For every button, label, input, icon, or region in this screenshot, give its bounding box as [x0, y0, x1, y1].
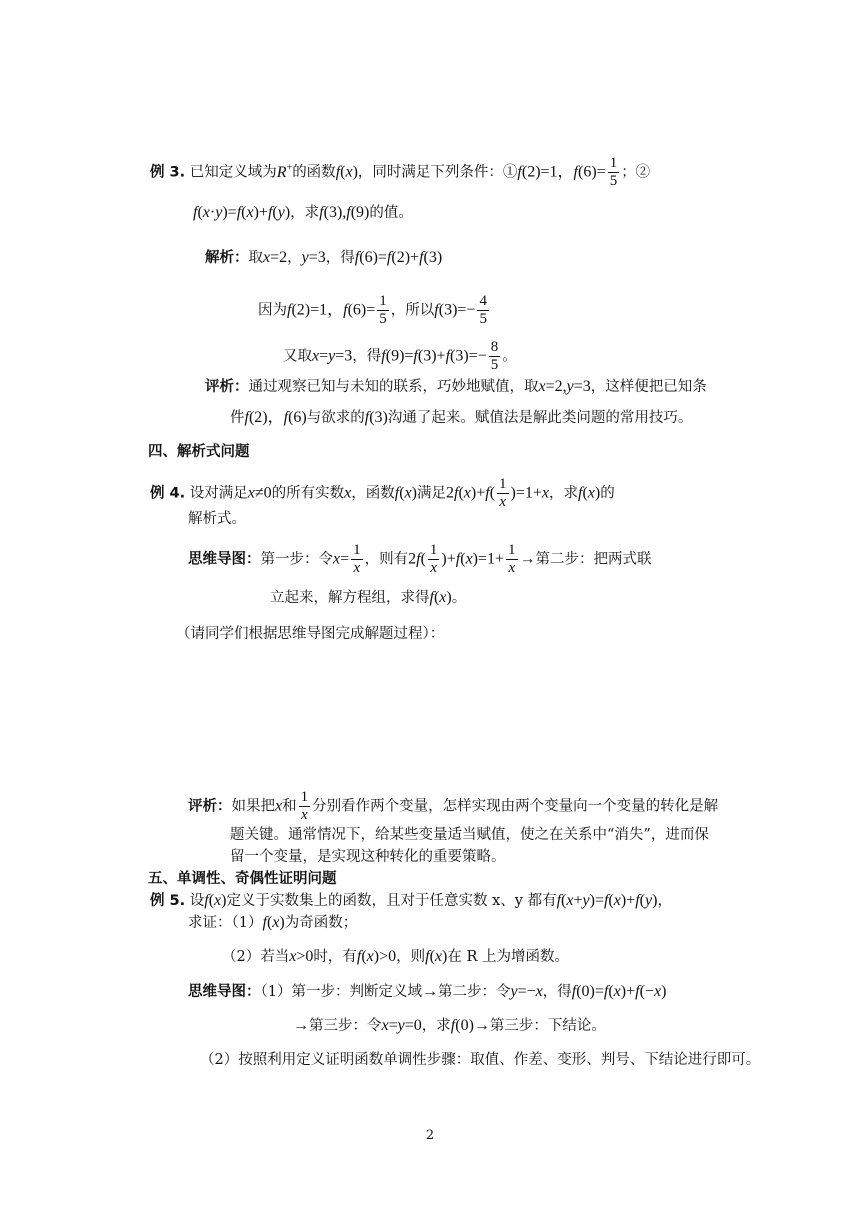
ex4-comment-line1: 评析：如果把x和 $\frac{1}{x}$ 分别看作两个变量，怎样实现由两个变量向一个变量的转化是解 — [188, 789, 719, 823]
ex3-comment-line1: 评析：通过观察已知与未知的联系，巧妙地赋值，取x=2,y=3，这样便把已知条 — [205, 378, 707, 395]
ex3-text: 已知定义域为 — [189, 164, 277, 181]
ex3-text: ，这样便把已知条 — [590, 379, 707, 395]
ex4-text: 如果把 — [231, 798, 275, 815]
ex5-text: 第二步：令 — [437, 984, 511, 1000]
ex3-text: ， — [287, 250, 302, 266]
ex4-map-line1: 思维导图：第一步：令x= $\frac{1}{x}$ ，则有2f( $\frac{1}{x}$ )+f(x)=1+ $\frac{1}{x}$ →第二步：把两式联 — [188, 542, 652, 576]
ex4-text: 和 — [282, 798, 297, 815]
ex4-text: 立起来，解方程组，求得 — [270, 590, 430, 606]
ex4-text: 。 — [451, 590, 467, 606]
ex4-label: 例 4. — [150, 485, 186, 502]
ex5-map-label: 思维导图： — [188, 984, 261, 1000]
ex3-text: 件 — [230, 410, 245, 426]
ex3-text: 的值。 — [369, 205, 413, 221]
ex3-label: 例 3. — [150, 164, 186, 181]
ex3-text: 与欲求的 — [306, 410, 365, 426]
ex4-comment-label: 评析： — [188, 798, 232, 815]
ex5-text: ，则 — [396, 949, 426, 965]
section-heading-5: 五、单调性、奇偶性证明问题 — [148, 871, 337, 887]
ex5-text: 第三步：下结论。 — [489, 1018, 606, 1034]
section-heading-4: 四、解析式问题 — [148, 444, 250, 460]
ex4-text: 的 — [600, 485, 615, 502]
ex5-text: 在 R 上为增函数。 — [447, 949, 569, 965]
ex5-text: （2）若当 — [222, 949, 290, 965]
ex5-line2: 求证：（1）f(x)为奇函数； — [188, 914, 358, 931]
ex4-text: 第二步：把两式联 — [535, 551, 652, 568]
ex4-text: ，求 — [549, 485, 578, 502]
ex3-solution-line2: 因为f(2)=1，f(6)= $\frac{1}{5}$ ，所以f(3)=− $\frac{4}{5}$ — [258, 293, 487, 327]
ex3-text: ，得 — [325, 250, 355, 266]
ex3-text: 取 — [248, 250, 263, 266]
ex5-map-line3: （2）按照利用定义证明函数单调性步骤：取值、作差、变形、判号、下结论进行即可。 — [200, 1052, 761, 1068]
ex3-solution-line1: 解析：取x=2，y=3，得f(6)=f(2)+f(3) — [205, 249, 443, 266]
ex4-text: ，则有 — [364, 551, 409, 568]
ex3-text: 通过观察已知与未知的联系，巧妙地赋值，取 — [248, 379, 539, 395]
ex5-text: 第三步：令 — [309, 1018, 382, 1034]
ex4-text: 分别看作两个变量，怎样实现由两个变量向一个变量的转化是解 — [312, 798, 719, 815]
ex3-text: ，得 — [352, 348, 382, 365]
ex3-text: 。 — [502, 348, 517, 365]
ex5-text: 定义于实数集上的函数，且对于任意实数 x、y 都有 — [226, 893, 557, 909]
ex4-map-line2: 立起来，解方程组，求得f(x)。 — [270, 589, 467, 606]
ex5-text: 求证：（1） — [188, 915, 263, 931]
ex3-comment-line2: 件f(2)，f(6)与欲求的f(3)沟通了起来。赋值法是解此类问题的常用技巧。 — [230, 409, 693, 426]
ex5-map-line2: →第三步：令x=y=0，求f(0)→第三步：下结论。 — [293, 1017, 606, 1034]
page-number: 2 — [425, 1128, 435, 1143]
ex3-text: 的函数 — [292, 164, 336, 181]
ex5-map-line1: 思维导图：（1）第一步：判断定义域→第二步：令y=−x，得f(0)=f(x)+f(−x) — [188, 983, 667, 1000]
ex5-text: （1）第一步：判断定义域 — [260, 984, 422, 1000]
ex5-label: 例 5. — [150, 893, 186, 909]
ex3-solution-line3: 又取x=y=3，得f(9)=f(3)+f(3)=− $\frac{8}{5}$ 。 — [283, 339, 517, 373]
ex3-line2: f(x·y)=f(x)+f(y)，求f(3),f(9)的值。 — [193, 204, 413, 221]
ex5-text: ， — [657, 893, 672, 909]
ex4-note: （请同学们根据思维导图完成解题过程）： — [176, 626, 445, 642]
ex3-text: ；② — [621, 164, 651, 181]
ex4-comment-line3: 留一个变量，是实现这种转化的重要策略。 — [230, 849, 506, 865]
ex3-text: ，同时满足下列条件：① — [357, 164, 518, 181]
ex5-text: ，求 — [421, 1018, 451, 1034]
ex3-line1: 例 3. 已知定义域为R+的函数f(x)，同时满足下列条件：①f(2)=1，f(6)= $\frac{1}{5}$ ；② — [150, 155, 651, 189]
ex4-text: 的所有实数 — [271, 485, 345, 502]
ex5-text: 为奇函数； — [284, 915, 358, 931]
ex4-line2: 解析式。 — [188, 511, 246, 527]
ex4-map-label: 思维导图： — [188, 551, 261, 568]
ex4-text: 设对满足 — [189, 485, 248, 502]
ex4-text: ，函数 — [351, 485, 395, 502]
ex5-text: ，得 — [542, 984, 572, 1000]
ex3-text: 沟通了起来。赋值法是解此类问题的常用技巧。 — [387, 410, 693, 426]
ex5-text: 设 — [189, 893, 205, 909]
ex3-text: ，求 — [290, 205, 320, 221]
ex3-comment-label: 评析： — [205, 379, 249, 395]
ex4-text: 第一步：令 — [260, 551, 333, 568]
ex4-text: 满足 — [416, 485, 446, 502]
ex3-text: 又取 — [283, 348, 312, 365]
ex4-line1: 例 4. 设对满足x≠0的所有实数x，函数f(x)满足2f(x)+f( $\frac{1}{x}$ )=1+x，求f(x)的 — [150, 476, 615, 510]
ex4-comment-line2: 题关键。通常情况下，给某些变量适当赋值，使之在关系中“消失”，进而保 — [230, 827, 709, 843]
ex5-line3: （2）若当x>0时，有f(x)>0，则f(x)在 R 上为增函数。 — [222, 948, 569, 965]
ex5-line1: 例 5. 设f(x)定义于实数集上的函数，且对于任意实数 x、y 都有f(x+y)=f(x)+f(y)， — [150, 892, 672, 909]
ex5-text: 时，有 — [313, 949, 357, 965]
ex3-text: ，所以 — [390, 302, 435, 319]
ex3-solution-label: 解析： — [205, 250, 249, 266]
ex3-text: 因为 — [258, 302, 287, 319]
